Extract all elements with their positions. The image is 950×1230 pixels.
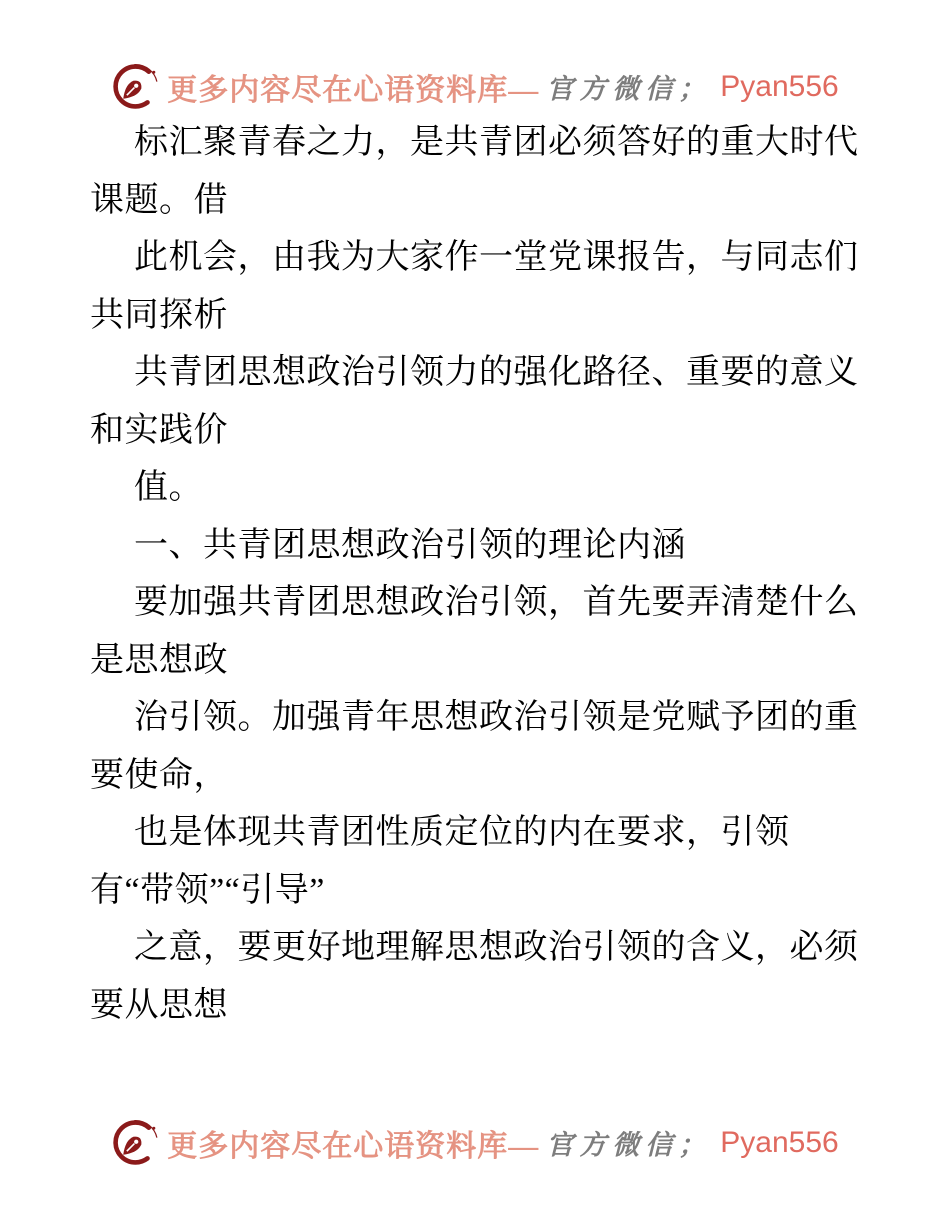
text-line: 是思想政 [90, 641, 228, 679]
text-line: 标汇聚青春之力，是共青团必须答好的重大时代 [134, 124, 859, 161]
text-line: 值。 [134, 469, 203, 506]
brand-text: 更多内容尽在心语资料库— [167, 73, 540, 107]
official-wechat-label: 官方微信； [546, 1130, 712, 1160]
text-line: 之意，要更好地理解思想政治引领的含义，必须 [134, 929, 859, 966]
text-line: 共青团思想政治引领力的强化路径、重要的意义 [134, 354, 859, 391]
header-watermark [0, 62, 950, 111]
official-wechat-label: 官方微信； [546, 74, 712, 104]
brand-text: 更多内容尽在心语资料库— [167, 1129, 540, 1163]
document-body [90, 114, 890, 1034]
pen-nib-circle-icon [111, 62, 160, 111]
text-line: 和实践价 [90, 411, 228, 449]
text-line: 要使命， [90, 756, 228, 794]
pen-nib-circle-icon [111, 1118, 160, 1167]
text-line: 此机会，由我为大家作一堂党课报告，与同志们 [134, 239, 859, 276]
text-line: 一、共青团思想政治引领的理论内涵 [134, 526, 686, 564]
text-line: 要从思想 [90, 986, 228, 1024]
text-line: 也是体现共青团性质定位的内在要求，引领 [134, 814, 790, 851]
footer-watermark [0, 1118, 950, 1167]
wechat-id: Pyan556 [720, 1125, 839, 1159]
text-line: 要加强共青团思想政治引领，首先要弄清楚什么 [134, 584, 859, 621]
text-line: 课题。借 [90, 181, 228, 219]
text-line: 治引领。加强青年思想政治引领是党赋予团的重 [134, 699, 859, 736]
wechat-id: Pyan556 [720, 69, 839, 103]
text-line: 共同探析 [90, 296, 228, 334]
text-line: 有“带领”“引导” [90, 871, 325, 909]
